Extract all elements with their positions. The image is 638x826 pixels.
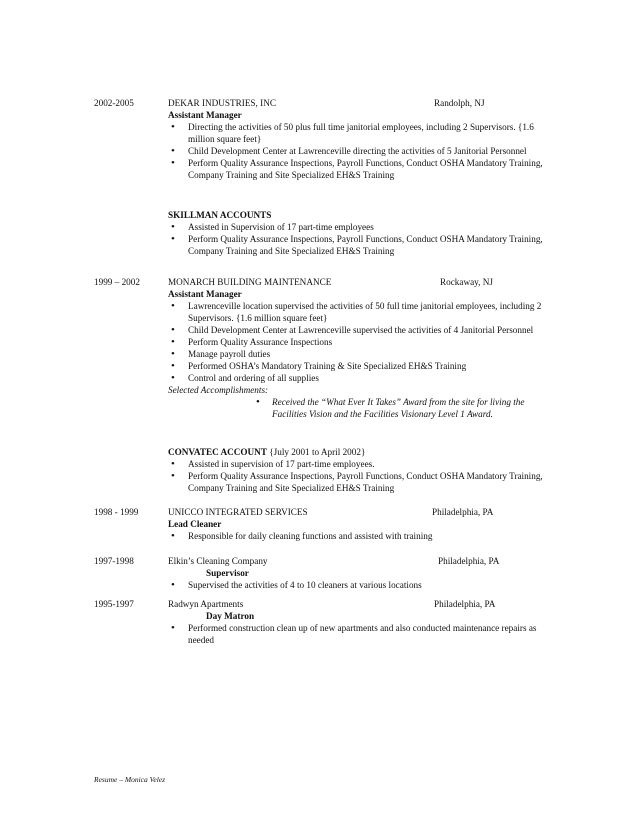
accomplishment-item: • Received the “What Ever It Takes” Award from the site for living the Facilities Vision and the Facilities Visionary Level 1 Award. [168, 396, 548, 420]
job-location: Philadelphia, PA [434, 599, 496, 609]
duty-item: • Responsible for daily cleaning functions and assisted with training [168, 530, 548, 542]
job-dates: 1997-1998 [94, 556, 134, 566]
company-name: UNICCO INTEGRATED SERVICES [168, 507, 308, 517]
job-dates: 2002-2005 [94, 98, 134, 108]
company-name: Elkin’s Cleaning Company [168, 556, 268, 566]
duties-list [168, 622, 548, 646]
job-details [168, 288, 548, 420]
duty-item: • Assisted in supervision of 17 part-time employees. [168, 458, 548, 470]
job-title: Supervisor [206, 568, 249, 578]
duties-list [168, 221, 548, 257]
accomplishments-list [168, 396, 548, 420]
job-title: Day Matron [206, 611, 255, 621]
job-location: Rockaway, NJ [440, 277, 493, 287]
duty-item: • Lawrenceville location supervised the activities of 50 full time janitorial employees, including 2 Supervisors. {1.6 million square feet} [168, 300, 548, 324]
account-heading [168, 446, 365, 458]
job-location: Randolph, NJ [434, 98, 485, 108]
job-details [168, 221, 548, 257]
company-name: Radwyn Apartments [168, 599, 244, 609]
duty-item: • Child Development Center at Lawrenceville supervised the activities of 4 Janitorial Personnel [168, 324, 548, 336]
duty-item: • Assisted in Supervision of 17 part-time employees [168, 221, 548, 233]
company-name: DEKAR INDUSTRIES, INC [168, 98, 276, 108]
job-details [168, 109, 548, 181]
account-period: {July 2001 to April 2002} [266, 447, 366, 457]
job-dates: 1995-1997 [94, 599, 134, 609]
duty-item: • Manage payroll duties [168, 348, 548, 360]
duty-item: • Child Development Center at Lawrenceville directing the activities of 5 Janitorial Personnel [168, 145, 548, 157]
job-dates: 1998 - 1999 [94, 507, 139, 517]
duty-item: • Directing the activities of 50 plus full time janitorial employees, including 2 Supervisors. {1.6 million square feet} [168, 121, 548, 145]
page-footer: Resume – Monica Velez [94, 775, 166, 784]
job-title: Lead Cleaner [168, 519, 222, 529]
job-details [168, 518, 548, 542]
job-title: Assistant Manager [168, 110, 242, 120]
account-name: CONVATEC ACCOUNT [168, 447, 267, 457]
duty-item: • Performed construction clean up of new apartments and also conducted maintenance repairs as needed [168, 622, 548, 646]
job-details [168, 458, 548, 494]
duty-item: • Control and ordering of all supplies [168, 372, 548, 384]
duties-list [168, 579, 548, 591]
job-dates: 1999 – 2002 [94, 277, 140, 287]
job-location: Philadelphia, PA [432, 507, 494, 517]
duties-list [168, 121, 548, 181]
selected-accomplishments-heading: Selected Accomplishments: [168, 385, 269, 395]
duty-item: • Perform Quality Assurance Inspections, Payroll Functions, Conduct OSHA Mandatory Training, Company Training and Site Specialized EH&S Training [168, 470, 548, 494]
job-location: Philadelphia, PA [438, 556, 500, 566]
duty-item: • Perform Quality Assurance Inspections, Payroll Functions, Conduct OSHA Mandatory Training, Company Training and Site Specialized EH&S Training [168, 233, 548, 257]
duty-item: • Perform Quality Assurance Inspections, Payroll Functions, Conduct OSHA Mandatory Training, Company Training and Site Specialized EH&S Training [168, 157, 548, 181]
duty-item: • Performed OSHA’s Mandatory Training & Site Specialized EH&S Training [168, 360, 548, 372]
duty-item: • Perform Quality Assurance Inspections [168, 336, 548, 348]
job-details [168, 610, 548, 646]
company-name: MONARCH BUILDING MAINTENANCE [168, 277, 332, 287]
account-name: SKILLMAN ACCOUNTS [168, 210, 272, 220]
duties-list [168, 300, 548, 384]
duties-list [168, 458, 548, 494]
duties-list [168, 530, 548, 542]
job-title: Assistant Manager [168, 289, 242, 299]
job-details [168, 567, 548, 591]
duty-item: • Supervised the activities of 4 to 10 cleaners at various locations [168, 579, 548, 591]
